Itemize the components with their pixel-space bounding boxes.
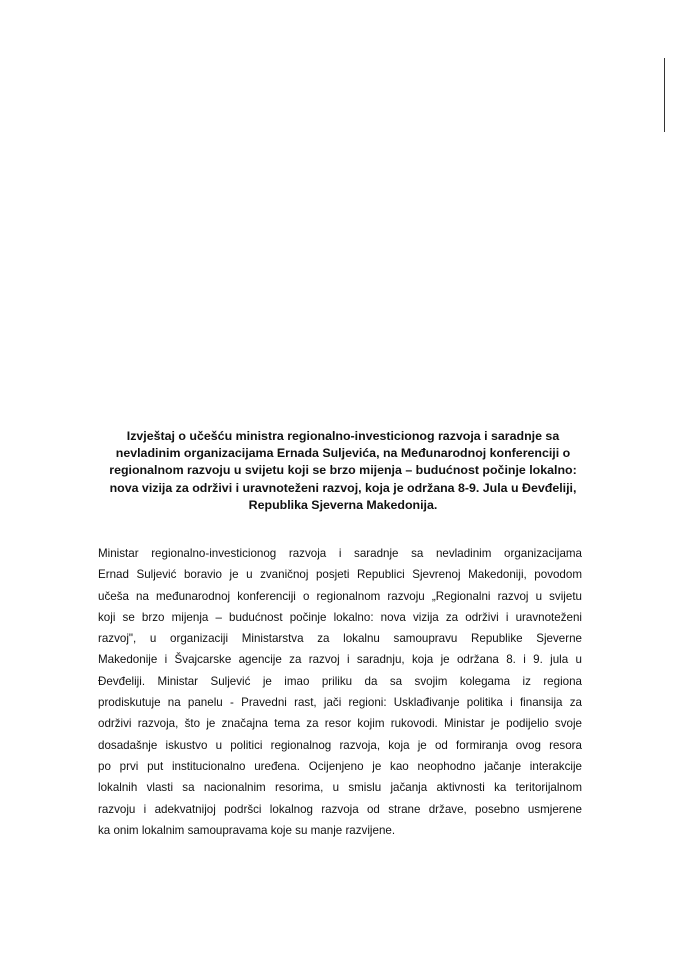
body-line: po prvi put institucionalno uređena. Ocijenjeno je kao neophodno jačanje interakcije	[98, 759, 582, 773]
body-line: Makedonije i Švajcarske agencije za razvoj i saradnju, koja je održana 8. i 9. jula u	[98, 653, 582, 667]
title-line: Izvještaj o učešću ministra regionalno-investicionog razvoja i saradnje sa	[126, 429, 560, 443]
body-line: razvoj", u organizaciji Ministarstva za lokalnu samoupravu Republike Sjeverne	[98, 632, 582, 646]
title-line: nevladinim organizacijama Ernada Suljevića, na Međunarodnoj konferenciji o	[115, 446, 571, 461]
body-line: koji se brzo mijenja – budućnost počinje lokalno: nova vizija za održivi i uravnoteženi	[98, 610, 582, 624]
margin-line	[664, 58, 665, 132]
body-line: prodiskutuje na panelu - Pravedni rast, jači regioni: Usklađivanje politika i finansija za	[98, 696, 582, 710]
title-line: regionalnom razvoju u svijetu koji se brzo mijenja – budućnost počinje lokalno:	[109, 463, 577, 478]
body-line: razvoju i adekvatnijoj podršci lokalnog razvoja od strane države, posebno usmjerene	[98, 802, 582, 816]
title-line: nova vizija za održivi i uravnoteženi razvoj, koja je održana 8-9. Jula u Đevđeliji,	[109, 480, 577, 495]
body-line: Đevđeliji. Ministar Suljević je imao priliku da sa svojim kolegama iz regiona	[98, 674, 582, 688]
body-line: Ministar regionalno-investicionog razvoja i saradnje sa nevladinim organizacijama	[98, 547, 582, 560]
body-line: ka onim lokalnim samoupravama koje su manje razvijene.	[98, 823, 396, 837]
body-line: učeša na međunarodnoj konferenciji o regionalnom razvoju „Regionalni razvoj u svijetu	[98, 589, 582, 603]
body-line: Ernad Suljević boravio je u zvaničnoj posjeti Republici Sjevrenoj Makedoniji, povodom	[98, 568, 582, 582]
title-line: Republika Sjeverna Makedonija.	[248, 497, 438, 512]
body-line: dosadašnje iskustvo u politici regionalnog razvoja, koja je od formiranja ovog resora	[98, 738, 582, 752]
document-title	[108, 428, 578, 514]
body-line: održivi razvoja, što je značajna tema za resor kojim rukovodi. Ministar je podijelio svoje	[98, 717, 582, 731]
body-line: lokalnih vlasti sa nacionalnim resorima, u smislu jačanja aktivnosti ka teritorijalnom	[98, 781, 582, 795]
body-paragraph	[98, 543, 582, 841]
